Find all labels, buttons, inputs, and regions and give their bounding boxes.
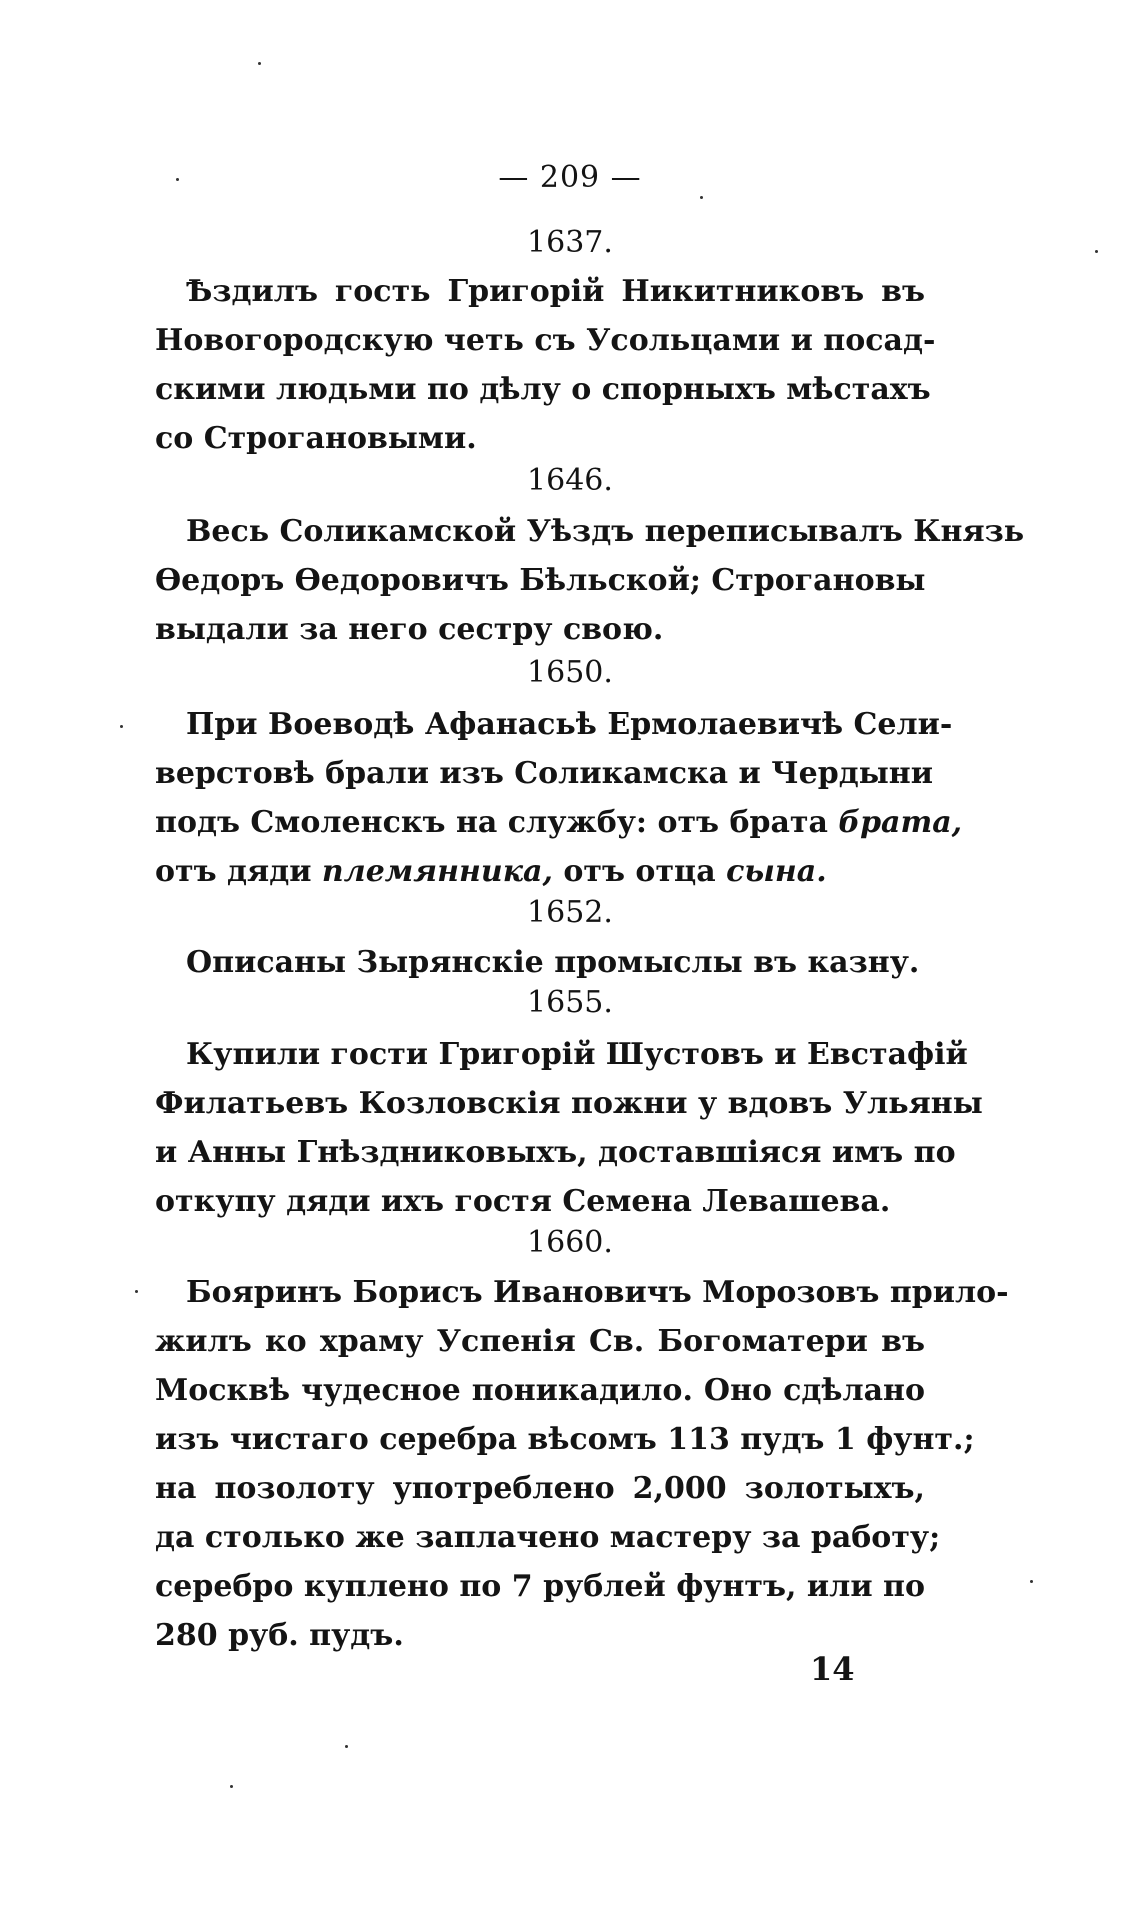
- year-heading: 1646.: [527, 463, 613, 498]
- scan-speck: [258, 62, 261, 65]
- text-line: откупу дяди ихъ гостя Семена Левашева.: [155, 1184, 891, 1219]
- text-line: 280 руб. пудъ.: [155, 1618, 404, 1653]
- scan-speck: [345, 1745, 348, 1748]
- text-line: При Воеводѣ Афанасьѣ Ермолаевичѣ Сели-: [186, 707, 953, 742]
- scan-speck: [176, 178, 179, 181]
- scan-speck: [1030, 1580, 1033, 1583]
- entry-paragraph: [155, 700, 963, 896]
- text-fragment: подъ Смоленскъ на службу: отъ брата: [155, 805, 828, 840]
- entry-paragraph: [155, 507, 1025, 654]
- text-line: Весь Соликамской Уѣздъ переписывалъ Князь: [186, 514, 1025, 549]
- entry-paragraph: [155, 938, 925, 987]
- year-heading: 1652.: [527, 895, 613, 930]
- text-line: верстовѣ брали изъ Соликамска и Чердыни: [155, 756, 933, 791]
- text-line: Москвѣ чудесное поникадило. Оно сдѣлано: [155, 1373, 925, 1408]
- year-heading: 1655.: [527, 985, 613, 1020]
- entry-paragraph: [155, 1268, 1009, 1660]
- text-line: Ѳедоръ Ѳедоровичъ Бѣльской; Строгановы: [155, 563, 926, 598]
- text-line: со Строгановыми.: [155, 421, 477, 456]
- text-line: Филатьевъ Козловскія пожни у вдовъ Ульяны: [155, 1086, 983, 1121]
- entry-paragraph: [155, 1030, 983, 1226]
- italic-word: сына.: [726, 854, 827, 889]
- text-line: выдали за него сестру свою.: [155, 612, 664, 647]
- entry-paragraph: [155, 267, 936, 463]
- text-line: Ѣздилъ гость Григорій Никитниковъ въ: [186, 274, 925, 309]
- scan-speck: [135, 1290, 138, 1293]
- scan-speck: [700, 196, 703, 199]
- text-line: Купили гости Григорій Шустовъ и Евстафій: [186, 1037, 968, 1072]
- text-fragment: отъ отца: [563, 854, 716, 889]
- text-line: да столько же заплачено мастеру за работу;: [155, 1520, 941, 1555]
- scan-speck: [230, 1785, 233, 1788]
- text-line: Описаны Зырянскіе промыслы въ казну.: [186, 945, 920, 980]
- year-heading: 1660.: [527, 1225, 613, 1260]
- text-line: [155, 847, 925, 896]
- text-line: на позолоту употреблено 2,000 золотыхъ,: [155, 1471, 925, 1506]
- year-heading: 1650.: [527, 655, 613, 690]
- year-heading: 1637.: [527, 225, 613, 260]
- text-line: [155, 798, 963, 847]
- text-line: и Анны Гнѣздниковыхъ, доставшіяся имъ по: [155, 1135, 956, 1170]
- text-line: Новогородскую четь съ Усольцами и посад-: [155, 323, 936, 358]
- text-line: изъ чистаго серебра вѣсомъ 113 пудъ 1 фунт.;: [155, 1422, 975, 1457]
- italic-word: брата,: [838, 805, 963, 840]
- text-line: скими людьми по дѣлу о спорныхъ мѣстахъ: [155, 372, 931, 407]
- text-line: Бояринъ Борисъ Ивановичъ Морозовъ прило-: [186, 1275, 1009, 1310]
- page-number-header: — 209 —: [498, 160, 642, 195]
- italic-word: племянника,: [321, 854, 553, 889]
- text-fragment: отъ дяди: [155, 854, 312, 889]
- scan-speck: [120, 725, 123, 728]
- text-line: жилъ ко храму Успенія Св. Богоматери въ: [155, 1324, 925, 1359]
- signature-mark: 14: [810, 1650, 855, 1688]
- text-line: серебро куплено по 7 рублей фунтъ, или по: [155, 1569, 925, 1604]
- scan-speck: [1095, 250, 1098, 253]
